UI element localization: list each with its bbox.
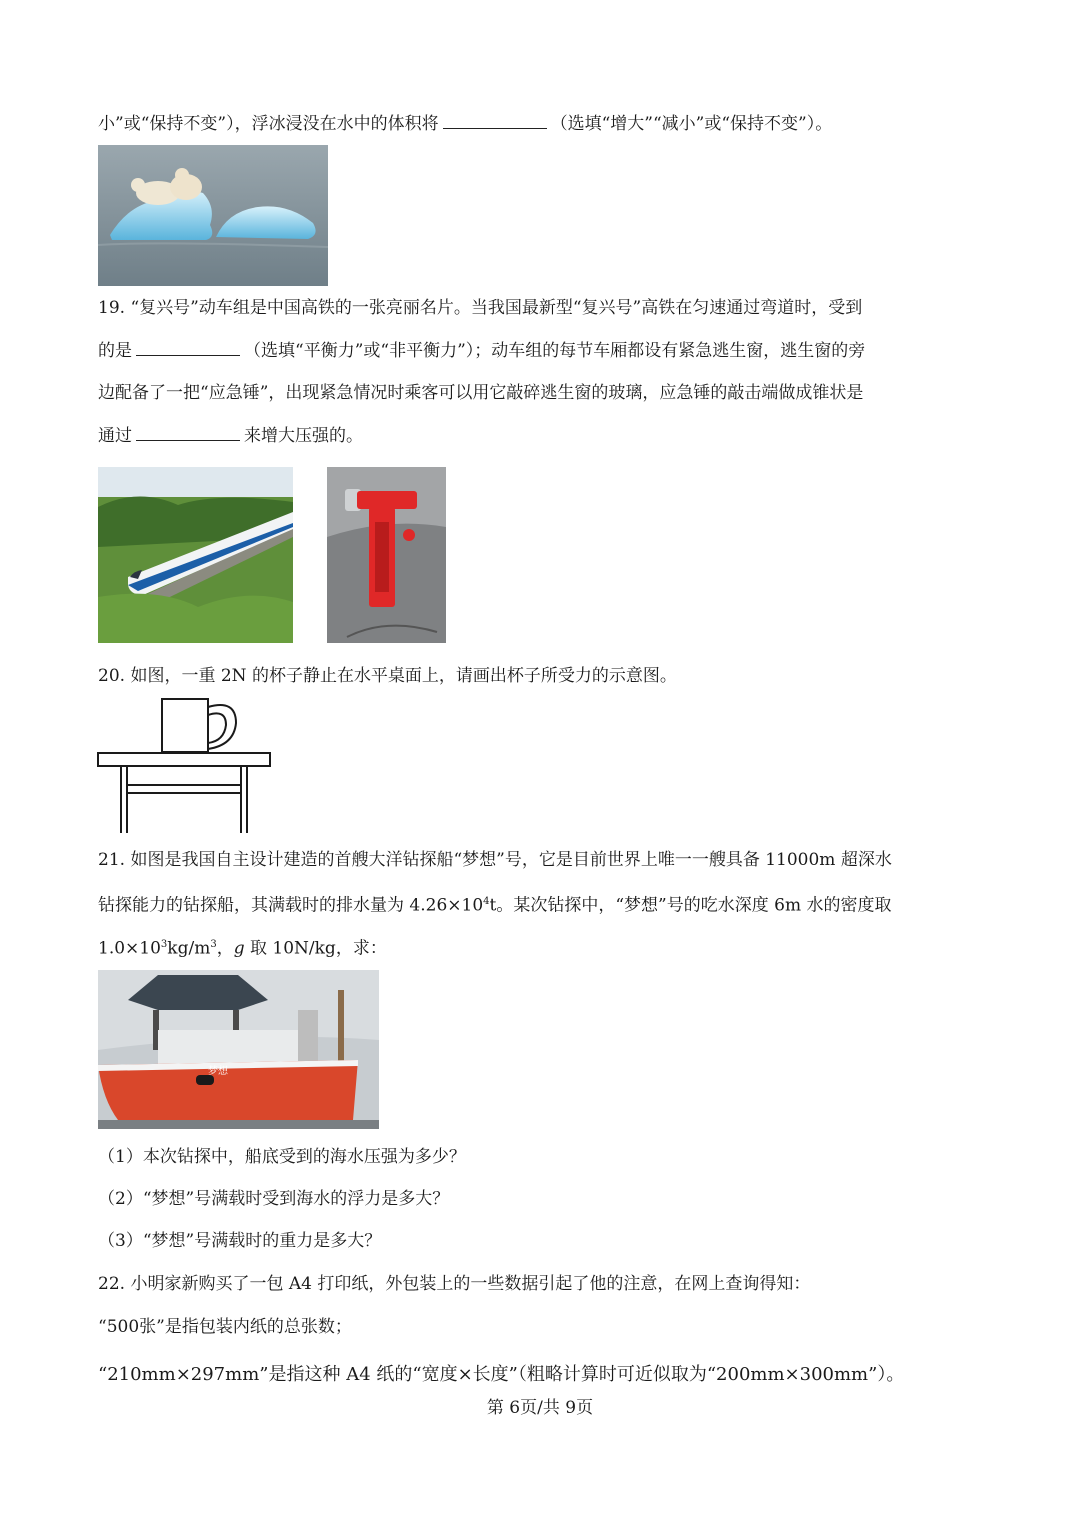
q19-text-a: 的是 [98,341,132,361]
q22-line2: “500张”是指包装内纸的总张数； [98,1317,352,1337]
cup-shape [162,699,208,752]
drilling-ship-image [98,970,379,1129]
q21-line2 [98,890,891,918]
q19-line3: 边配备了一把“应急锤”，出现紧急情况时乘客可以用它敲碎逃生窗的玻璃，应急锤的敲击端做成锥状是 [98,383,864,403]
q19-line1: 19. “复兴号”动车组是中国高铁的一张亮丽名片。当我国最新型“复兴号”高铁在匀速通过弯道时，受到 [98,298,863,318]
q20-line1: 20. 如图，一重 2N 的杯子静止在水平桌面上，请画出杯子所受力的示意图。 [98,666,677,686]
cup-on-table-diagram [96,697,272,837]
q21-text-f: 取 10N/kg，求： [244,938,387,959]
q19-text-c: 通过 [98,426,132,446]
q21-exp-c: 3 [210,939,217,950]
q21-text-b: t。某次钻探中，“梦想”号的吃水深度 6m 水的密度取 [489,895,892,916]
q21-text-c: 1.0×10 [98,938,161,959]
q22-line1: 22. 小明家新购买了一包 A4 打印纸，外包装上的一些数据引起了他的注意，在网上查询得知： [98,1274,811,1294]
q19-answer-blank-2[interactable] [136,424,240,441]
train-image [98,467,293,643]
q22-line3: “210mm×297mm”是指这种 A4 纸的“宽度×长度”（粗略计算时可近似取为“200mm×300mm”）。 [98,1364,905,1385]
q19-text-d: 来增大压强的。 [244,426,363,446]
q21-line1: 21. 如图是我国自主设计建造的首艘大洋钻探船“梦想”号，它是目前世界上唯一一艘具备 11000m 超深水 [98,850,892,870]
page-footer: 第 6页/共 9页 [486,1398,594,1418]
q18-text-a: 小”或“保持不变”），浮冰浸没在水中的体积将 [98,114,439,134]
table-top [98,753,270,766]
q18-line [98,112,832,136]
q18-text-b: （选填“增大”“减小”或“保持不变”）。 [550,114,833,134]
q19-line4 [98,424,363,448]
q21-text-e: ， [216,938,234,959]
q21-text-a: 钻探能力的钻探船，其满载时的排水量为 4.26×10 [98,895,484,916]
ship-name-label: 梦想 [208,1066,228,1077]
q21-g-symbol: g [233,938,245,959]
q19-text-b: （选填“平衡力”或“非平衡力”）；动车组的每节车厢都设有紧急逃生窗，逃生窗的旁 [244,341,866,361]
q18-answer-blank[interactable] [443,112,547,129]
q21-text-d: kg/m [167,938,211,959]
q21-sub2: （2）“梦想”号满载时受到海水的浮力是多大？ [98,1189,450,1209]
q21-line3 [98,933,387,961]
q21-sub1: （1）本次钻探中，船底受到的海水压强为多少？ [98,1147,466,1167]
polar-bear-image [98,145,328,286]
q21-sub3: （3）“梦想”号满载时的重力是多大？ [98,1231,382,1251]
q21-exp-b: 3 [160,939,168,950]
emergency-hammer-image [327,467,446,643]
q21-exp-a: 4 [483,896,490,907]
q19-line2 [98,339,865,363]
q19-answer-blank-1[interactable] [136,339,240,356]
